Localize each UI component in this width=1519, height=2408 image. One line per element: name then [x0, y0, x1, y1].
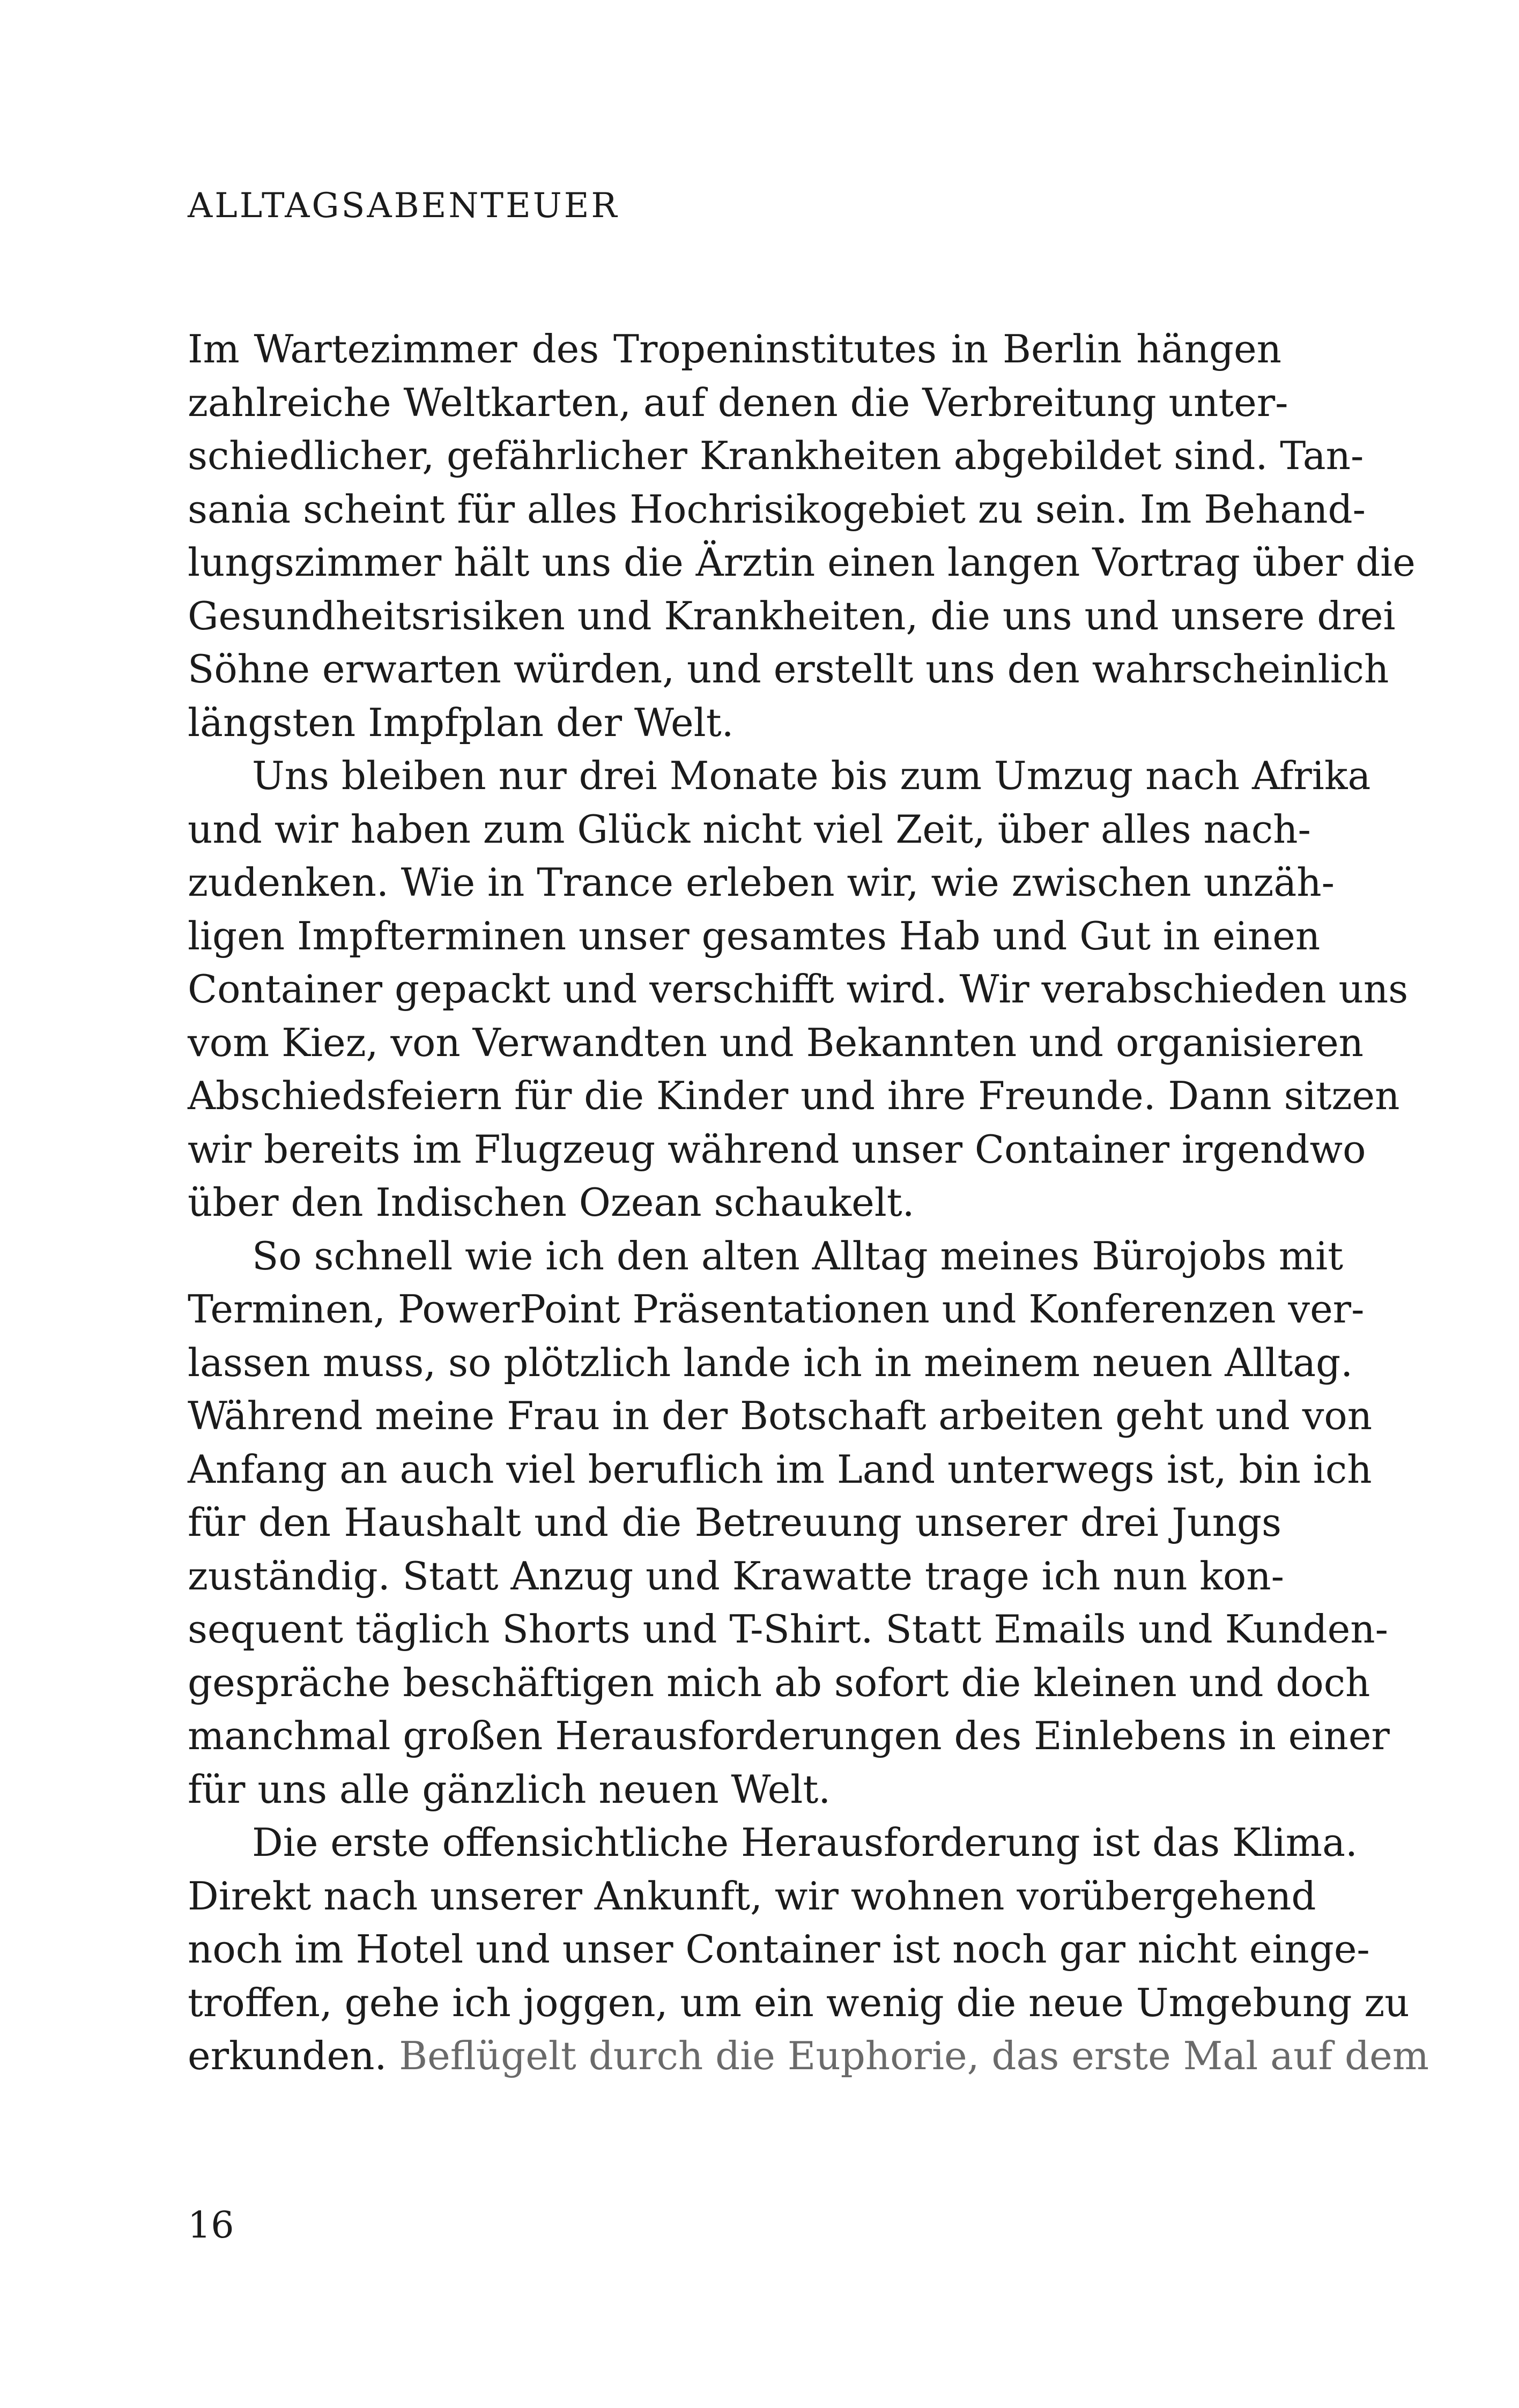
- text-line: lungszimmer hält uns die Ärztin einen langen Vortrag über die: [188, 540, 1416, 585]
- text-line: und wir haben zum Glück nicht viel Zeit, über alles nach-: [188, 806, 1311, 852]
- text-line: lassen muss, so plötzlich lande ich in meinem neuen Alltag.: [188, 1340, 1353, 1385]
- text-line: zahlreiche Weltkarten, auf denen die Verbreitung unter-: [188, 380, 1288, 425]
- text-line: Container gepackt und verschifft wird. Wir verabschieden uns: [188, 967, 1409, 1012]
- body-text: [188, 323, 1429, 2083]
- text-line: Direkt nach unserer Ankunft, wir wohnen vorübergehend: [188, 1873, 1316, 1919]
- text-line: Terminen, PowerPoint Präsentationen und Konferenzen ver-: [188, 1287, 1365, 1332]
- text-line: schiedlicher, gefährlicher Krankheiten abgebildet sind. Tan-: [188, 433, 1364, 478]
- text-line: für den Haushalt und die Betreuung unserer drei Jungs: [188, 1500, 1281, 1545]
- paragraph-1: [188, 323, 1416, 749]
- text-line: Die erste offensichtliche Herausforderung ist das Klima.: [252, 1820, 1358, 1865]
- page-number: 16: [188, 2204, 234, 2247]
- text-line: sania scheint für alles Hochrisikogebiet zu sein. Im Behand-: [188, 486, 1366, 532]
- paragraph-2: [188, 749, 1409, 1230]
- text-line: Söhne erwarten würden, und erstellt uns den wahrscheinlich: [188, 646, 1389, 692]
- text-segment: erkunden.: [188, 2033, 399, 2078]
- running-head: ALLTAGSABENTEUER: [188, 186, 619, 226]
- text-line: vom Kiez, von Verwandten und Bekannten und organisieren: [188, 1020, 1364, 1065]
- text-line: wir bereits im Flugzeug während unser Container irgendwo: [188, 1126, 1366, 1172]
- text-line: gespräche beschäftigen mich ab sofort die kleinen und doch: [188, 1660, 1370, 1705]
- paragraph-3: [188, 1230, 1390, 1817]
- text-line: noch im Hotel und unser Container ist noch gar nicht einge-: [188, 1927, 1370, 1972]
- text-line: troffen, gehe ich joggen, um ein wenig die neue Umgebung zu: [188, 1980, 1410, 2025]
- text-line: ligen Impfterminen unser gesamtes Hab und Gut in einen: [188, 913, 1321, 958]
- text-line: Während meine Frau in der Botschaft arbeiten geht und von: [188, 1393, 1373, 1438]
- text-line: zuständig. Statt Anzug und Krawatte trage ich nun kon-: [188, 1553, 1284, 1599]
- text-line: Gesundheitsrisiken und Krankheiten, die uns und unsere drei: [188, 593, 1396, 638]
- text-line: längsten Impfplan der Welt.: [188, 700, 734, 745]
- text-line: Im Wartezimmer des Tropeninstitutes in Berlin hängen: [188, 326, 1281, 371]
- paragraph-4: [188, 1816, 1429, 2083]
- text-line: für uns alle gänzlich neuen Welt.: [188, 1766, 831, 1812]
- text-line: So schnell wie ich den alten Alltag meines Bürojobs mit: [252, 1233, 1344, 1279]
- text-line: Anfang an auch viel beruflich im Land unterwegs ist, bin ich: [188, 1446, 1372, 1492]
- text-line: sequent täglich Shorts und T-Shirt. Statt Emails und Kunden-: [188, 1607, 1388, 1652]
- text-line: über den Indischen Ozean schaukelt.: [188, 1180, 915, 1225]
- faded-text-segment: Beflügelt durch die Euphorie, das erste Mal auf dem: [399, 2033, 1429, 2078]
- text-line: zudenken. Wie in Trance erleben wir, wie zwischen unzäh-: [188, 860, 1335, 905]
- text-line: manchmal großen Herausforderungen des Einlebens in einer: [188, 1713, 1390, 1758]
- text-line-final: [188, 2030, 1429, 2083]
- text-line: Uns bleiben nur drei Monate bis zum Umzug nach Afrika: [252, 753, 1371, 798]
- text-line: Abschiedsfeiern für die Kinder und ihre Freunde. Dann sitzen: [188, 1073, 1400, 1118]
